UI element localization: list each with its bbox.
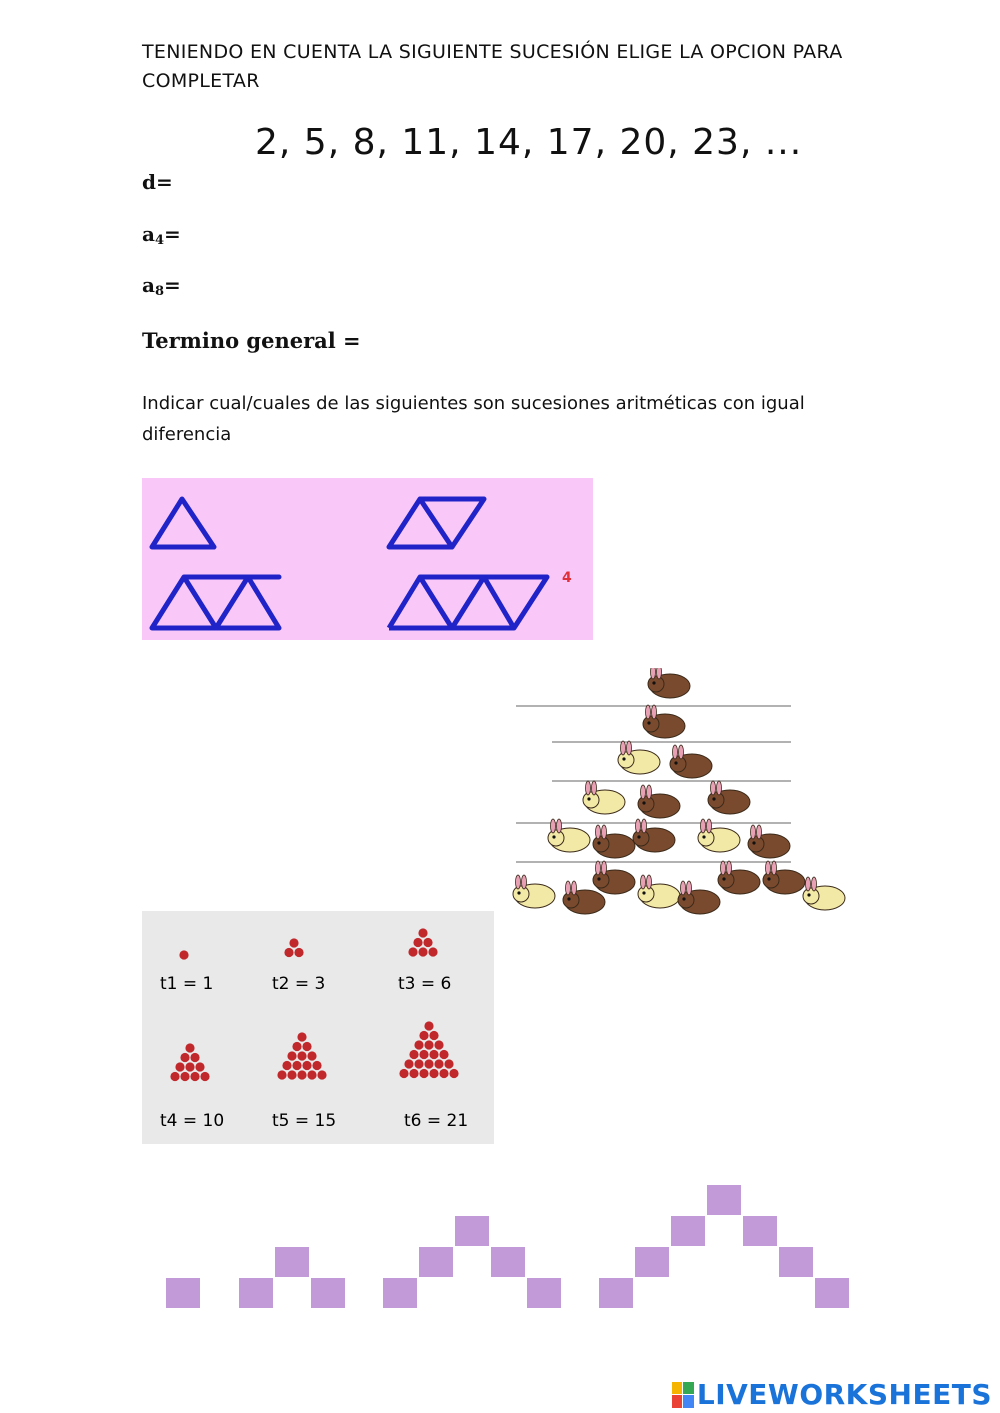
dot xyxy=(419,1031,428,1040)
square-staircases-image xyxy=(160,1182,860,1312)
dot xyxy=(292,1042,301,1051)
rabbit-pair-1 xyxy=(648,668,690,698)
dot xyxy=(284,948,293,957)
triangle-sequence-image xyxy=(142,478,593,640)
rabbit-pair-20 xyxy=(803,877,845,910)
dot xyxy=(195,1062,204,1071)
dot xyxy=(419,1069,428,1078)
instruction-text: Indicar cual/cuales de las siguientes son sucesiones aritméticas con igual diferencia xyxy=(142,393,805,445)
rabbit-pair-7 xyxy=(708,781,750,814)
label-d: d= xyxy=(142,170,173,194)
rabbit-pair-2 xyxy=(643,705,685,738)
rabbit-pair-9 xyxy=(593,825,635,858)
rabbit-pair-10 xyxy=(633,819,675,852)
label-t2: t2 = 3 xyxy=(272,974,326,994)
square xyxy=(310,1277,346,1309)
dot xyxy=(190,1072,199,1081)
dot xyxy=(418,947,427,956)
dot xyxy=(419,1050,428,1059)
triangle-figure-4 xyxy=(389,577,547,628)
rabbit-pair-18 xyxy=(718,861,760,894)
dot xyxy=(302,1042,311,1051)
dot-figure-3 xyxy=(408,928,437,956)
rabbit-pair-5 xyxy=(583,781,625,814)
dot-figures xyxy=(170,928,458,1081)
dot xyxy=(404,1059,413,1068)
staircase-3 xyxy=(382,1215,562,1309)
square xyxy=(382,1277,418,1309)
label-t5: t5 = 15 xyxy=(272,1111,337,1131)
dot xyxy=(423,938,432,947)
dot xyxy=(444,1059,453,1068)
dot xyxy=(424,1059,433,1068)
dot xyxy=(180,1072,189,1081)
dot xyxy=(287,1051,296,1060)
rabbit-pair-3 xyxy=(618,741,660,774)
dot xyxy=(428,947,437,956)
dot xyxy=(429,1031,438,1040)
square-figures xyxy=(160,1182,860,1312)
dot xyxy=(277,1070,286,1079)
dot xyxy=(434,1040,443,1049)
dot xyxy=(414,1040,423,1049)
dot xyxy=(429,1069,438,1078)
dot xyxy=(170,1072,179,1081)
dot xyxy=(302,1061,311,1070)
dot-triangles xyxy=(142,911,494,1144)
general-term-label: Termino general = xyxy=(142,328,361,353)
dot xyxy=(424,1021,433,1030)
rabbit-pair-11 xyxy=(698,819,740,852)
rabbit-pyramid xyxy=(508,668,853,924)
square xyxy=(418,1246,454,1278)
dot xyxy=(287,1070,296,1079)
dot xyxy=(175,1062,184,1071)
dot xyxy=(409,1069,418,1078)
logo-icon xyxy=(672,1382,694,1408)
dot xyxy=(434,1059,443,1068)
dot xyxy=(179,950,188,959)
dot-figure-4 xyxy=(170,1043,209,1081)
dot-figure-5 xyxy=(277,1032,326,1079)
square xyxy=(670,1215,706,1247)
label-t3: t3 = 6 xyxy=(398,974,452,994)
dot xyxy=(399,1069,408,1078)
rabbit-pair-6 xyxy=(638,785,680,818)
square xyxy=(454,1215,490,1247)
triangle-figure-2 xyxy=(389,499,484,547)
square xyxy=(526,1277,562,1309)
triangle-figure-3 xyxy=(152,577,279,628)
dot xyxy=(289,938,298,947)
square xyxy=(490,1246,526,1278)
dot xyxy=(200,1072,209,1081)
dot xyxy=(185,1062,194,1071)
triangle-figures xyxy=(142,478,593,640)
dot xyxy=(418,928,427,937)
triangle-figure-1 xyxy=(152,499,214,547)
dot-figure-2 xyxy=(284,938,303,957)
dot xyxy=(297,1070,306,1079)
triangular-numbers-image xyxy=(142,911,494,1144)
dot xyxy=(307,1051,316,1060)
dot xyxy=(409,1050,418,1059)
dot xyxy=(317,1070,326,1079)
logo-text: LIVEWORKSHEETS xyxy=(696,1378,992,1411)
dot xyxy=(190,1053,199,1062)
worksheet-title: TENIENDO EN CUENTA LA SIGUIENTE SUCESIÓN ELIGE LA OPCION PARA COMPLETAR xyxy=(142,41,843,92)
rabbit-pair-15 xyxy=(593,861,635,894)
rabbit-pyramid-image xyxy=(508,668,853,924)
dot xyxy=(185,1043,194,1052)
dot xyxy=(292,1061,301,1070)
rabbit-pair-12 xyxy=(748,825,790,858)
dot xyxy=(312,1061,321,1070)
square xyxy=(706,1184,742,1216)
square xyxy=(274,1246,310,1278)
rabbit-pairs xyxy=(513,668,845,914)
square xyxy=(814,1277,850,1309)
dot xyxy=(439,1050,448,1059)
label-a8: $a_8=$ xyxy=(142,273,181,299)
dot xyxy=(282,1061,291,1070)
staircase-4 xyxy=(598,1184,850,1309)
dot-figure-6 xyxy=(399,1021,458,1078)
rabbit-pair-17 xyxy=(678,881,720,914)
label-t1: t1 = 1 xyxy=(160,974,214,994)
square xyxy=(778,1246,814,1278)
rabbit-pair-13 xyxy=(513,875,555,908)
dot-figure-1 xyxy=(179,950,188,959)
label-t6: t6 = 21 xyxy=(404,1111,469,1131)
dot xyxy=(297,1032,306,1041)
staircase-2 xyxy=(238,1246,346,1309)
square xyxy=(598,1277,634,1309)
dot xyxy=(294,948,303,957)
dot xyxy=(439,1069,448,1078)
rabbit-pair-4 xyxy=(670,745,712,778)
dot xyxy=(413,938,422,947)
figure-number: 4 xyxy=(562,570,572,586)
dot xyxy=(429,1050,438,1059)
square xyxy=(238,1277,274,1309)
sequence-display: 2, 5, 8, 11, 14, 17, 20, 23, ... xyxy=(255,122,803,163)
dot xyxy=(307,1070,316,1079)
dot xyxy=(297,1051,306,1060)
label-a4: $a_4=$ xyxy=(142,222,181,248)
dot xyxy=(180,1053,189,1062)
rabbit-pair-16 xyxy=(638,875,680,908)
square xyxy=(634,1246,670,1278)
square xyxy=(742,1215,778,1247)
label-t4: t4 = 10 xyxy=(160,1111,225,1131)
square xyxy=(165,1277,201,1309)
dot xyxy=(424,1040,433,1049)
rabbit-pair-8 xyxy=(548,819,590,852)
dot xyxy=(414,1059,423,1068)
liveworksheets-logo xyxy=(672,1378,992,1411)
dot xyxy=(408,947,417,956)
dot xyxy=(449,1069,458,1078)
staircase-1 xyxy=(165,1277,201,1309)
rabbit-pair-19 xyxy=(763,861,805,894)
